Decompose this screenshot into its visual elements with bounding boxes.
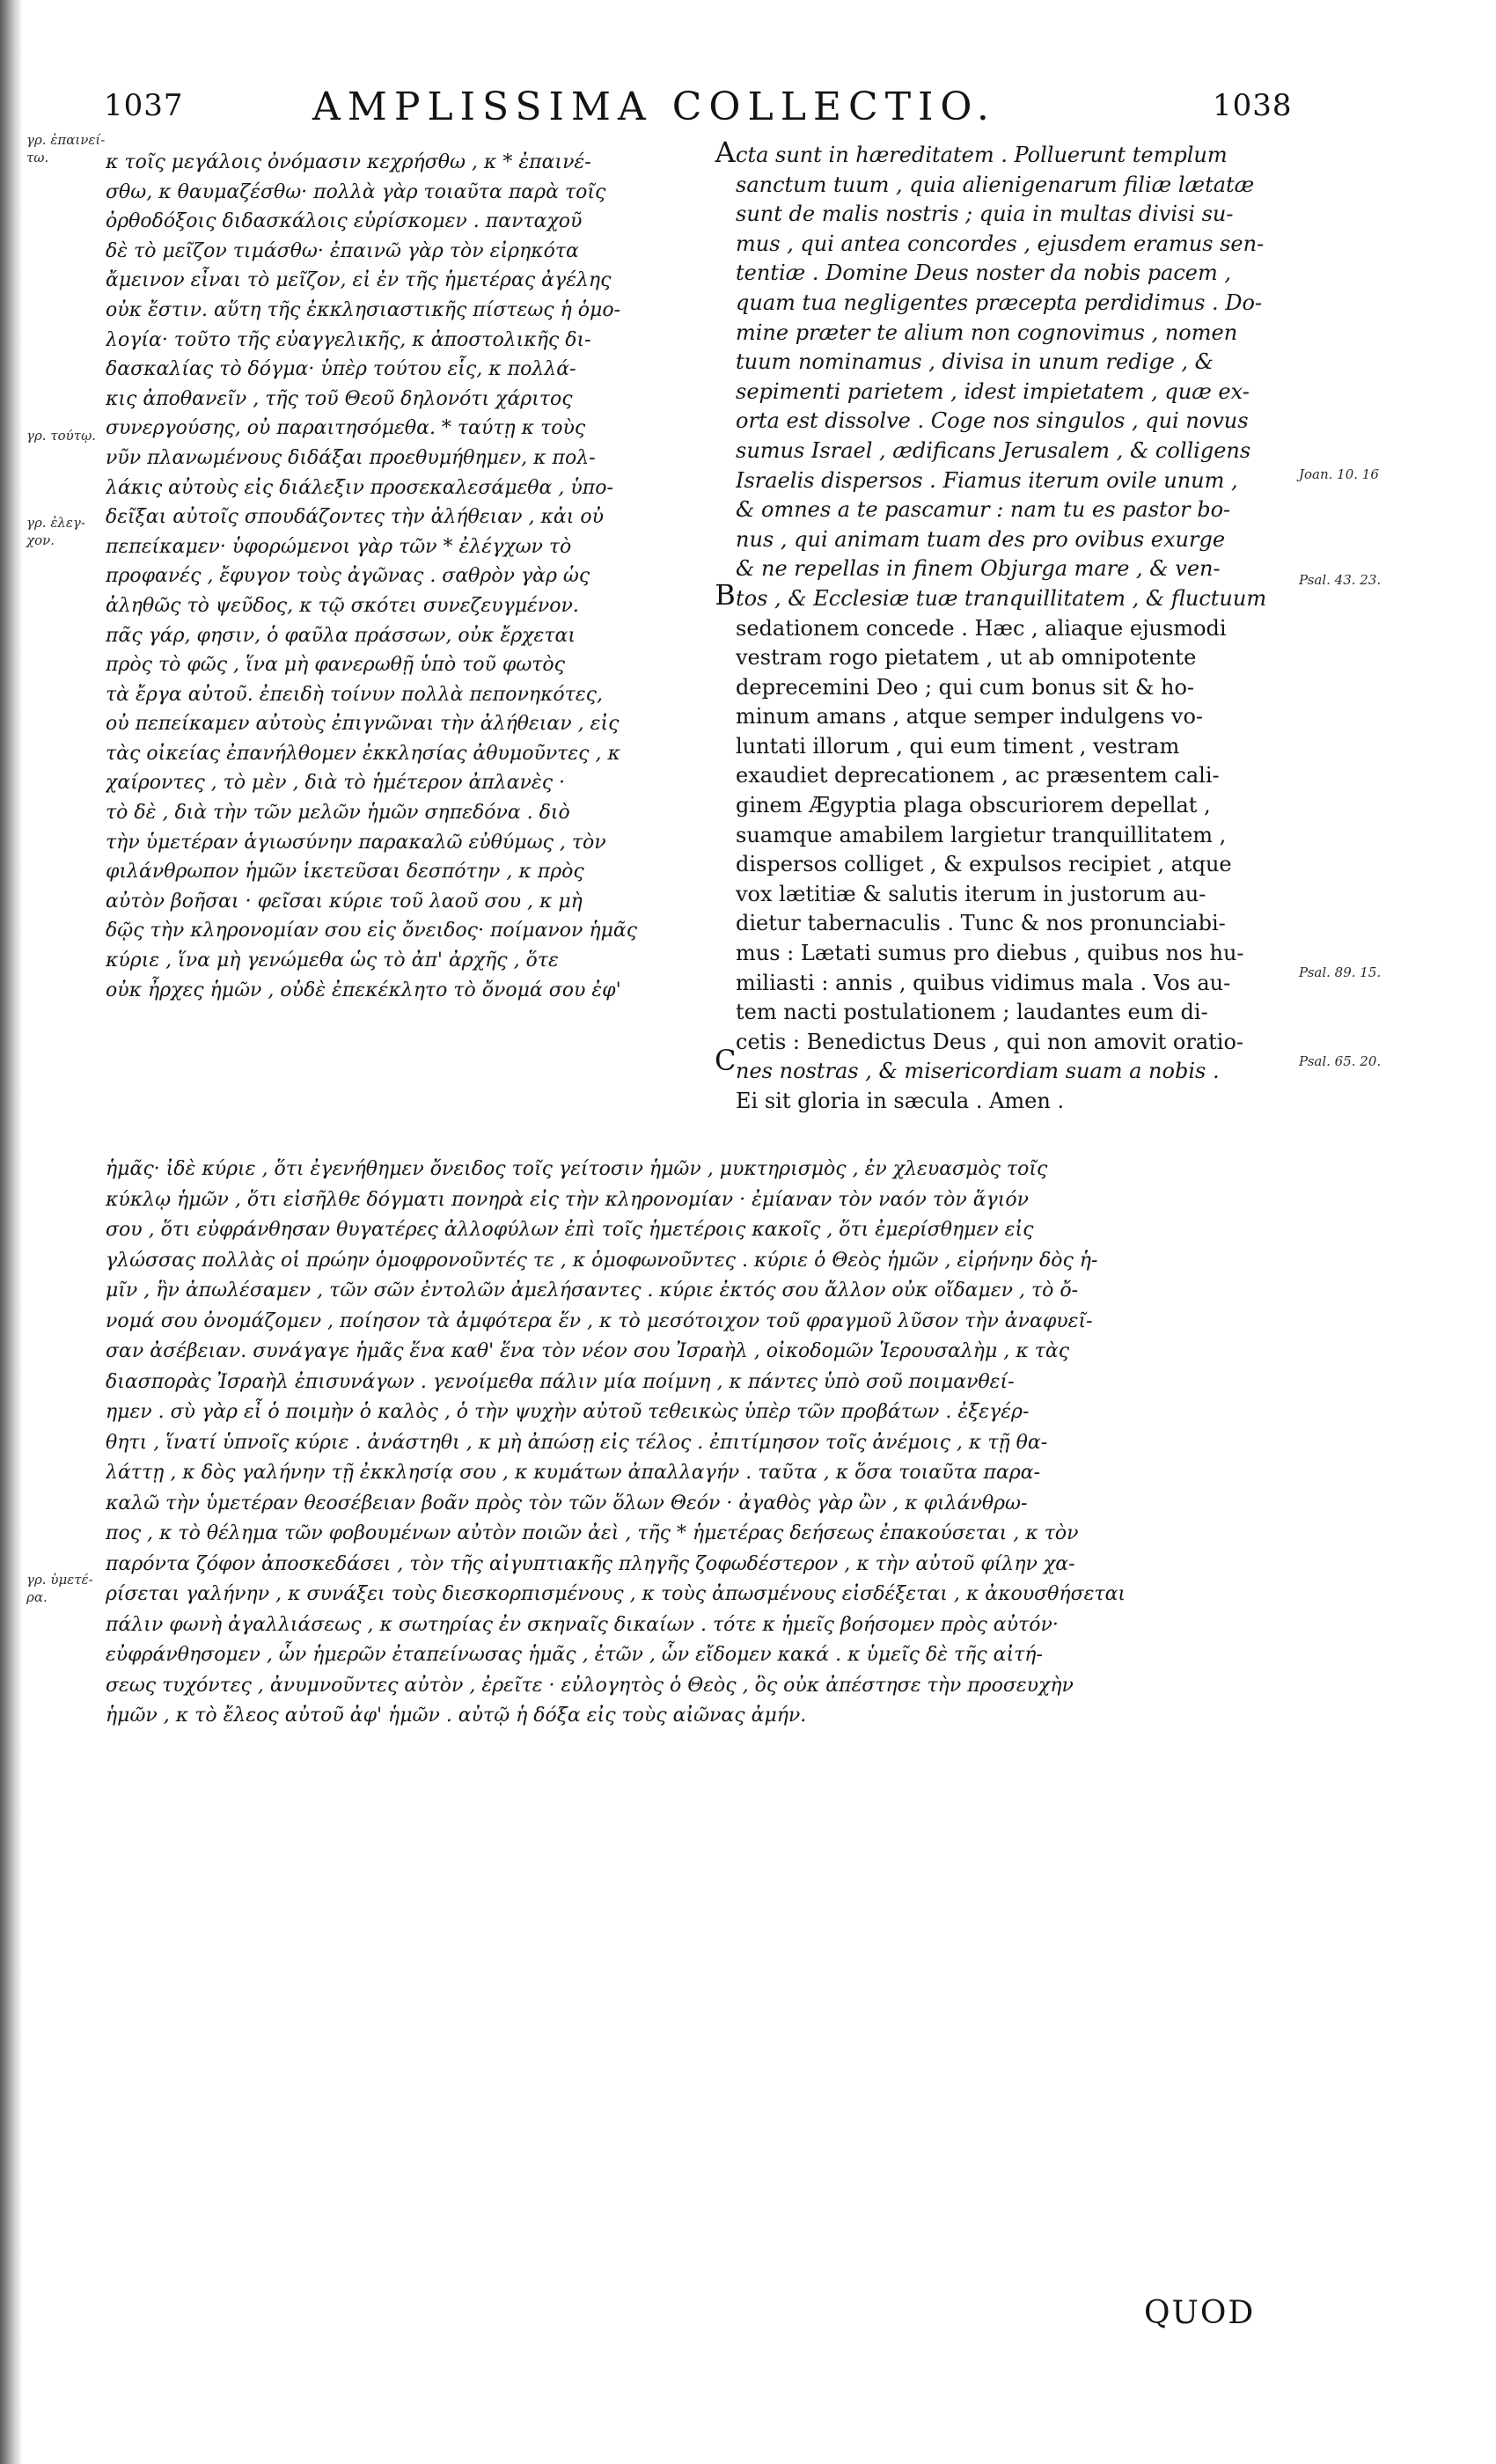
latin-line: nes nostras , & misericordiam suam a nobis .	[736, 1059, 1220, 1084]
greek-line: κ τοῖς μεγάλοις ὀνόμασιν κεχρήσθω , κ * ἐπαινέ-	[106, 151, 591, 173]
greek-full-line: καλῶ τὴν ὑμετέραν θεοσέβειαν βοᾶν πρὸς τὸν τῶν ὅλων Θεόν · ἀγαθὸς γὰρ ὢν , κ φιλάνθρω-	[106, 1492, 1028, 1514]
page-number-right: 1038	[1213, 88, 1293, 123]
greek-full-line: σου , ὅτι εὐφράνθησαν θυγατέρες ἀλλοφύλων ἐπὶ τοῖς ἡμετέροις κακοῖς , ὅτι ἐμερίσθημεν εἰς	[106, 1219, 1034, 1241]
greek-full-line: μῖν , ἣν ἀπωλέσαμεν , τῶν σῶν ἐντολῶν ἀμελήσαντες . κύριε ἐκτός σου ἄλλον οὐκ οἴδαμεν , τὸ ὄ-	[106, 1280, 1079, 1302]
greek-line: κύριε , ἵνα μὴ γενώμεθα ὡς τὸ ἀπ' ἀρχῆς , ὅτε	[106, 950, 559, 972]
greek-line: οὐκ ἔστιν. αὕτη τῆς ἐκκλησιαστικῆς πίστεως ἡ ὁμο-	[106, 298, 621, 321]
latin-line: dietur tabernaculis . Tunc & nos pronunciabi-	[736, 911, 1226, 936]
latin-line: sedationem concede . Hæc , aliaque ejusmodi	[736, 615, 1227, 641]
greek-text-column	[106, 148, 708, 1005]
latin-line: suamque amabilem largietur tranquillitatem ,	[736, 822, 1227, 847]
latin-line: luntati illorum , qui eum timent , vestram	[736, 733, 1180, 759]
greek-line: σθω, κ θαυμαζέσθω· πολλὰ γὰρ τοιαῦτα παρὰ τοῖς	[106, 180, 606, 203]
latin-text-column	[736, 141, 1295, 1117]
catchword: QUOD	[1144, 2295, 1256, 2331]
greek-full-line: πάλιν φωνὴ ἀγαλλιάσεως , κ σωτηρίας ἐν σκηναῖς δικαίων . τότε κ ἡμεῖς βοήσομεν πρὸς αὐτόν·	[106, 1613, 1059, 1636]
latin-line: miliasti : annis , quibus vidimus mala . Vos au-	[736, 970, 1231, 995]
greek-line: συνεργούσης, οὐ παραιτησόμεθα. * ταύτῃ κ τοὺς	[106, 417, 586, 440]
greek-full-line: εὐφράνθησομεν , ὧν ἡμερῶν ἐταπείνωσας ἡμᾶς , ἐτῶν , ὧν εἴδομεν κακά . κ ὑμεῖς δὲ τῆς αἰτή-	[106, 1644, 1043, 1666]
greek-line: λογία· τοῦτο τῆς εὐαγγελικῆς, κ ἀποστολικῆς δι-	[106, 328, 591, 351]
margin-note-variant-1: γρ. ἐπαινεί-	[26, 132, 106, 148]
latin-line: sumus Israel , ædificans Jerusalem , & colligens	[736, 437, 1251, 463]
greek-full-line: λάττῃ , κ δὸς γαλήνην τῇ ἐκκλησίᾳ σου , κ κυμάτων ἀπαλλαγήν . ταῦτα , κ ὅσα τοιαῦτα παρα-	[106, 1462, 1041, 1484]
latin-line: quam tua negligentes præcepta perdidimus . Do-	[736, 290, 1263, 315]
greek-line: χαίροντες , τὸ μὲν , διὰ τὸ ἡμέτερον ἀπλανὲς ·	[106, 772, 566, 795]
latin-line: minum amans , atque semper indulgens vo-	[736, 704, 1204, 730]
greek-line: πεπείκαμεν· ὑφορώμενοι γὰρ τῶν * ἐλέγχων τὸ	[106, 535, 572, 558]
margin-note-variant-1-cont: τω.	[26, 150, 49, 165]
greek-full-line: κύκλῳ ἡμῶν , ὅτι εἰσῆλθε δόγματι πονηρὰ εἰς τὴν κληρονομίαν · ἐμίαναν τὸν ναόν τὸν ἅγιόν	[106, 1188, 1029, 1211]
latin-line: mus , qui antea concordes , ejusdem eramus sen-	[736, 231, 1265, 256]
greek-full-line: διασπορὰς Ἰσραὴλ ἐπισυνάγων . γενοίμεθα πάλιν μία ποίμνη , κ πάντες ὑπὸ σοῦ ποιμανθεί-	[106, 1370, 1015, 1393]
greek-line: τὸ δὲ , διὰ τὴν τῶν μελῶν ἡμῶν σηπεδόνα . διὸ	[106, 802, 570, 825]
latin-line: Ei sit gloria in sæcula . Amen .	[736, 1089, 1065, 1113]
latin-line: tentiæ . Domine Deus noster da nobis pacem ,	[736, 260, 1232, 286]
greek-line: νῦν πλανωμένους διδάξαι προεθυμήθημεν, κ πολ-	[106, 446, 596, 469]
greek-line: δασκαλίας τὸ δόγμα· ὑπὲρ τούτου εἷς, κ πολλά-	[106, 358, 576, 381]
margin-note-variant-2: γρ. τούτῳ.	[26, 428, 97, 444]
greek-line: δεῖξαι αὐτοῖς σπουδάζοντες τὴν ἀλήθειαν , κἀι οὐ	[106, 506, 604, 529]
greek-full-line: ἡμῶν , κ τὸ ἔλεος αὐτοῦ ἀφ' ἡμῶν . αὐτῷ ἡ δόξα εἰς τοὺς αἰῶνας ἀμήν.	[106, 1705, 807, 1727]
latin-line: nus , qui animam tuam des pro ovibus exurge	[736, 526, 1226, 552]
margin-note-variant-4: γρ. ὑμετέ-	[26, 1572, 93, 1588]
greek-line: τὰς οἰκείας ἐπανήλθομεν ἐκκλησίας ἀθυμοῦντες , κ	[106, 742, 620, 765]
margin-note-ref-psalm-65: Psal. 65. 20.	[1299, 1053, 1382, 1069]
margin-note-variant-3-cont: χον.	[26, 532, 55, 548]
margin-note-ref-psalm-43: Psal. 43. 23.	[1299, 572, 1382, 588]
greek-line: ὀρθοδόξοις διδασκάλοις εὑρίσκομεν . πανταχοῦ	[106, 210, 583, 233]
section-letter-a: A	[715, 136, 736, 169]
latin-line: cetis : Benedictus Deus , qui non amovit oratio-	[736, 1029, 1244, 1054]
page-number-left: 1037	[104, 88, 184, 123]
margin-note-variant-4-cont: ρα.	[26, 1589, 48, 1605]
greek-full-line: ἡμᾶς· ἰδὲ κύριε , ὅτι ἐγενήθημεν ὄνειδος τοῖς γείτοσιν ἡμῶν , μυκτηρισμὸς , ἐν χλευασμὸς τοῖς	[106, 1158, 1048, 1180]
latin-line: tos , & Ecclesiæ tuæ tranquillitatem , & fluctuum	[736, 585, 1267, 611]
greek-full-line: ημεν . σὺ γὰρ εἶ ὁ ποιμὴν ὁ καλὸς , ὁ τὴν ψυχὴν αὐτοῦ τεθεικὼς ὑπὲρ τῶν προβάτων . ἐξεγέρ-	[106, 1401, 1030, 1423]
greek-full-line: ρίσεται γαλήνην , κ συνάξει τοὺς διεσκορπισμένους , κ τοὺς ἀπωσμένους εἰσδέξεται , κ ἀκουσθήσεται	[106, 1583, 1126, 1605]
running-title: AMPLISSIMA COLLECTIO.	[312, 84, 996, 129]
latin-line: exaudiet deprecationem , ac præsentem cali-	[736, 763, 1220, 788]
greek-line: λάκις αὐτοὺς εἰς διάλεξιν προσεκαλεσάμεθα , ὑπο-	[106, 476, 613, 499]
greek-line: πρὸς τὸ φῶς , ἵνα μὴ φανερωθῇ ὑπὸ τοῦ φωτὸς	[106, 654, 565, 677]
greek-full-line: πος , κ τὸ θέλημα τῶν φοβουμένων αὐτὸν ποιῶν ἀεὶ , τῆς * ἡμετέρας δεήσεως ἐπακούσεται , κ τὸν	[106, 1522, 1079, 1544]
section-letter-c: C	[715, 1044, 737, 1077]
latin-line: tem nacti postulationem ; laudantes eum di-	[736, 1000, 1208, 1025]
greek-line: προφανές , ἔφυγον τοὺς ἀγῶνας . σαθρὸν γὰρ ὡς	[106, 565, 590, 588]
section-letter-b: B	[715, 578, 736, 612]
latin-line: mus : Lætati sumus pro diebus , quibus nos hu-	[736, 941, 1244, 966]
latin-line: & omnes a te pascamur : nam tu es pastor bo-	[736, 497, 1231, 523]
latin-line: orta est dissolve . Coge nos singulos , qui novus	[736, 408, 1249, 434]
greek-line: φιλάνθρωπον ἡμῶν ἱκετεῦσαι δεσπότην , κ πρὸς	[106, 861, 584, 884]
greek-line: αὐτὸν βοῆσαι · φεῖσαι κύριε τοῦ λαοῦ σου , κ μὴ	[106, 890, 583, 913]
latin-line: sunt de malis nostris ; quia in multas divisi su-	[736, 202, 1234, 227]
greek-full-line: σαν ἀσέβειαν. συνάγαγε ἡμᾶς ἕνα καθ' ἕνα τὸν νέον σου Ἰσραὴλ , οἰκοδομῶν Ἱερουσαλὴμ , κ τὰς	[106, 1340, 1070, 1362]
margin-note-ref-psalm-89: Psal. 89. 15.	[1299, 964, 1382, 980]
greek-line: τὰ ἔργα αὐτοῦ. ἐπειδὴ τοίνυν πολλὰ πεπονηκότες,	[106, 683, 603, 706]
greek-line: ἄμεινον εἶναι τὸ μεῖζον, εἰ ἐν τῆς ἡμετέρας ἀγέλης	[106, 269, 612, 292]
latin-line: tuum nominamus , divisa in unum redige , &	[736, 349, 1214, 375]
latin-line: Israelis dispersos . Fiamus iterum ovile unum ,	[736, 467, 1238, 493]
latin-line: vestram rogo pietatem , ut ab omnipotente	[736, 645, 1197, 671]
margin-note-ref-john: Joan. 10. 16	[1299, 466, 1379, 482]
greek-full-width-text	[106, 1155, 1331, 1732]
greek-line: κις ἀποθανεῖν , τῆς τοῦ Θεοῦ δηλονότι χάριτος	[106, 387, 573, 410]
latin-line: dispersos colliget , & expulsos recipiet , atque	[736, 852, 1232, 877]
latin-line: cta sunt in hæreditatem . Polluerunt templum	[736, 143, 1228, 167]
latin-line: sepimenti parietem , idest impietatem , quæ ex-	[736, 378, 1250, 404]
latin-line: sanctum tuum , quia alienigenarum filiæ lætatæ	[736, 172, 1255, 197]
latin-line: mine præter te alium non cognovimus , nomen	[736, 319, 1238, 345]
greek-full-line: γλώσσας πολλὰς οἱ πρώην ὁμοφρονοῦντές τε , κ ὁμοφωνοῦντες . κύριε ὁ Θεὸς ἡμῶν , εἰρήνην δὸς ἡ-	[106, 1249, 1098, 1272]
greek-full-line: νομά σου ὀνομάζομεν , ποίησον τὰ ἀμφότερα ἕν , κ τὸ μεσότοιχον τοῦ φραγμοῦ λῦσον τὴν ἀναφυεῖ-	[106, 1309, 1093, 1332]
greek-full-line: θητι , ἵνατί ὑπνοῖς κύριε . ἀνάστηθι , κ μὴ ἀπώσῃ εἰς τέλος . ἐπιτίμησον τοῖς ἀνέμοις , κ τῇ θα-	[106, 1431, 1048, 1454]
greek-line: πᾶς γάρ, φησιν, ὁ φαῦλα πράσσων, οὐκ ἔρχεται	[106, 624, 576, 647]
greek-line: οὐ πεπείκαμεν αὐτοὺς ἐπιγνῶναι τὴν ἀλήθειαν , εἰς	[106, 713, 620, 736]
latin-line: vox lætitiæ & salutis iterum in justorum au-	[736, 881, 1206, 906]
greek-full-line: παρόντα ζόφον ἀποσκεδάσει , τὸν τῆς αἰγυπτιακῆς πληγῆς ζοφωδέστερον , κ τὴν αὐτοῦ φίλην χα-	[106, 1552, 1075, 1575]
greek-line: ἀληθῶς τὸ ψεῦδος, κ τῷ σκότει συνεζευγμένον.	[106, 594, 579, 617]
latin-line: & ne repellas in finem Objurga mare , & ven-	[736, 556, 1221, 582]
latin-line: ginem Ægyptia plaga obscuriorem depellat ,	[736, 793, 1211, 818]
greek-line: δὲ τὸ μεῖζον τιμάσθω· ἐπαινῶ γὰρ τὸν εἰρηκότα	[106, 239, 579, 262]
latin-line: deprecemini Deo ; qui cum bonus sit & ho-	[736, 674, 1195, 700]
greek-line: δῷς τὴν κληρονομίαν σου εἰς ὄνειδος· ποίμανον ἡμᾶς	[106, 920, 638, 942]
greek-full-line: σεως τυχόντες , ἀνυμνοῦντες αὐτὸν , ἐρεῖτε · εὐλογητὸς ὁ Θεὸς , ὃς οὐκ ἀπέστησε τὴν προσευχὴν	[106, 1674, 1074, 1697]
margin-note-variant-3: γρ. ἐλεγ-	[26, 515, 85, 531]
greek-line: οὐκ ἦρχες ἡμῶν , οὐδὲ ἐπεκέκλητο τὸ ὄνομά σου ἐφ'	[106, 979, 621, 1001]
greek-line: τὴν ὑμετέραν ἁγιωσύνην παρακαλῶ εὐθύμως , τὸν	[106, 831, 606, 854]
